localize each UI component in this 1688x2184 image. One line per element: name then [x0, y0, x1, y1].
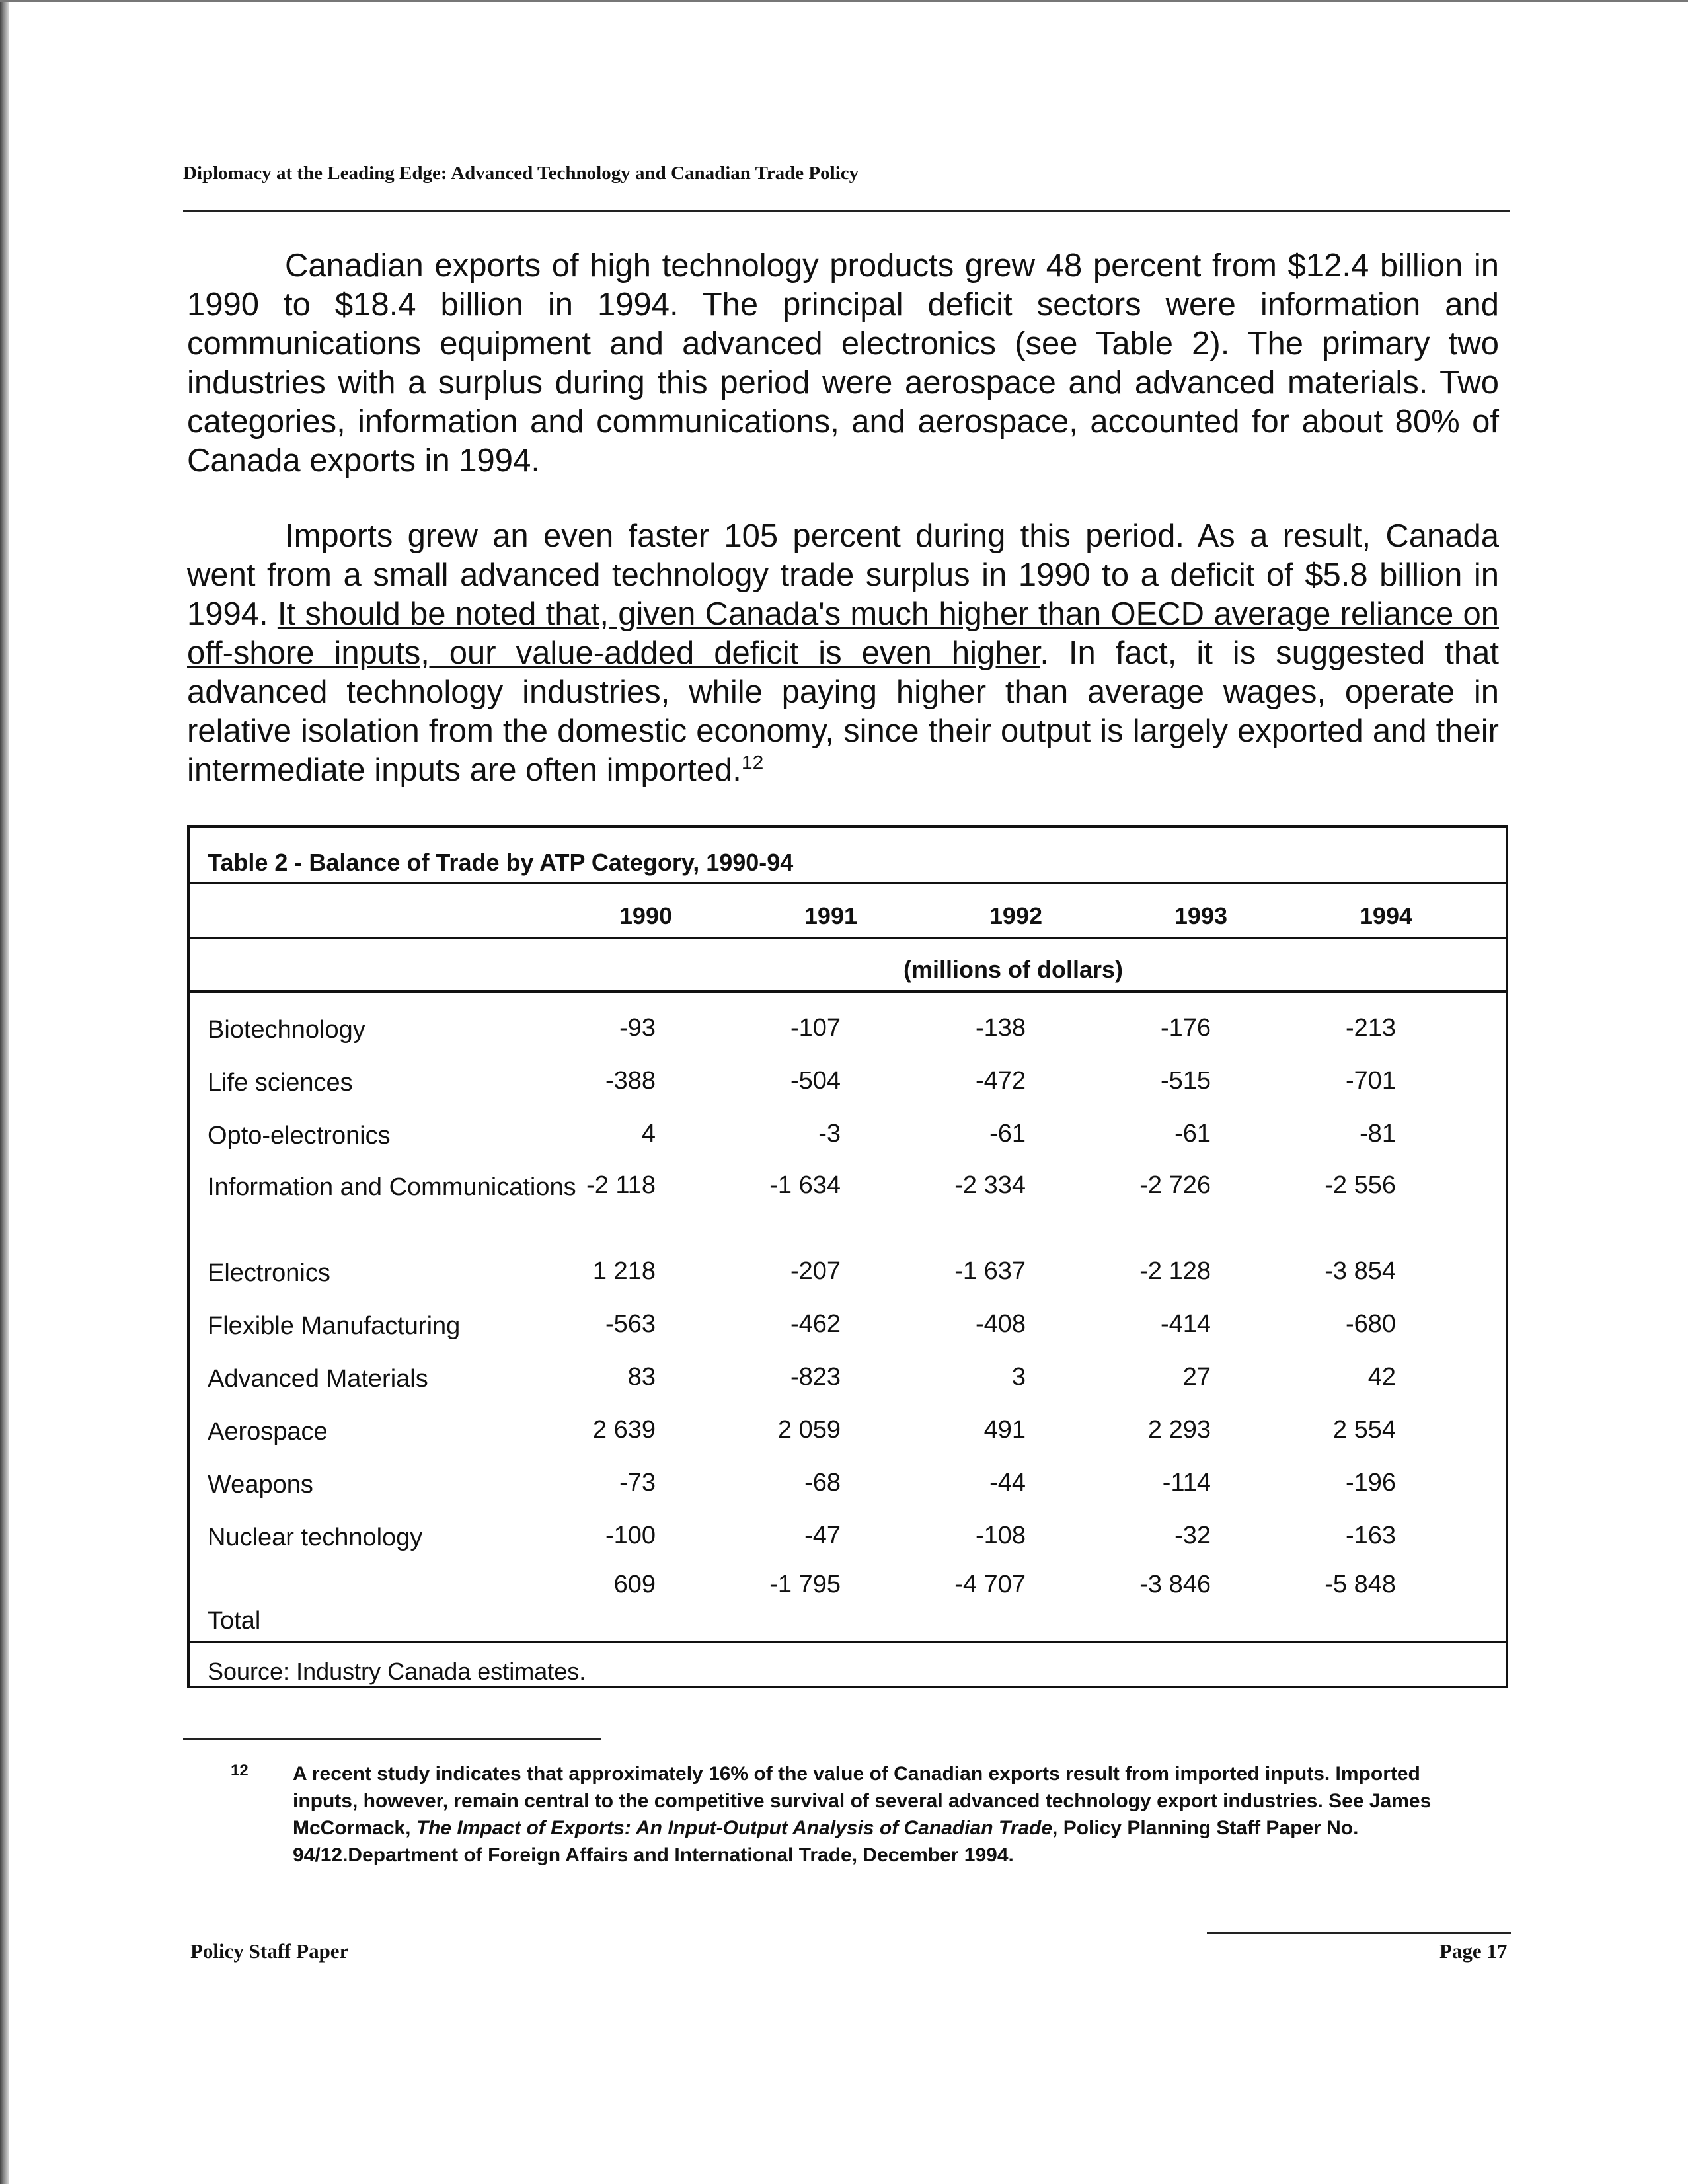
table-cell: 2 554	[1332, 1416, 1396, 1444]
table-cell: -68	[804, 1469, 841, 1497]
total-cell: -4 707	[954, 1571, 1026, 1598]
table-cell: -414	[1160, 1310, 1211, 1338]
table-cell: -2 556	[1324, 1171, 1396, 1199]
table-cell: -107	[790, 1014, 841, 1042]
top-rule	[0, 0, 1688, 2]
table-cell: -163	[1345, 1522, 1396, 1549]
footnote-reference: 12	[741, 752, 764, 774]
row-label: Biotechnology	[208, 1016, 365, 1044]
year-header: 1994	[1359, 902, 1412, 929]
table-source: Source: Industry Canada estimates.	[208, 1658, 586, 1685]
table-cell: 3	[1011, 1363, 1026, 1391]
total-cell: 609	[613, 1571, 656, 1598]
paragraph-exports	[187, 247, 1499, 481]
table-cell: -408	[975, 1310, 1026, 1338]
units-label: (millions of dollars)	[903, 956, 1124, 983]
footnote-cited-title: The Impact of Exports: An Input-Output Analysis of Canadian Trade	[416, 1817, 1053, 1839]
row-label: Electronics	[208, 1259, 330, 1287]
table-cell: 2 639	[592, 1416, 656, 1444]
table-cell: -100	[605, 1522, 656, 1549]
imports-text-start: Imports grew an even faster 105 percent during this period. As a result, Canada went from a small advanced technology trade surplus in 1990 to a deficit of $5.8 billion in 1994.	[187, 518, 1499, 632]
table-cell: -114	[1162, 1469, 1211, 1497]
table-cell: -701	[1345, 1067, 1396, 1095]
table-cell: -81	[1360, 1120, 1396, 1148]
table-cell: -2 118	[586, 1171, 656, 1199]
paragraph-imports-text	[187, 517, 1499, 790]
row-label: Opto-electronics	[208, 1122, 391, 1150]
table-cell: -73	[619, 1469, 656, 1497]
row-label: Aerospace	[208, 1418, 328, 1446]
year-header: 1993	[1174, 902, 1227, 929]
table-cell: -2 726	[1139, 1171, 1211, 1199]
table-cell: 2 293	[1147, 1416, 1211, 1444]
table-cell: -3	[818, 1120, 841, 1148]
table-rule	[190, 882, 1506, 884]
table-cell: -680	[1345, 1310, 1396, 1338]
table-cell: -1 634	[769, 1171, 841, 1199]
footer-publication: Policy Staff Paper	[190, 1939, 349, 1963]
year-header: 1991	[804, 902, 857, 929]
table-cell: -2 334	[954, 1171, 1026, 1199]
table-rule	[190, 1641, 1506, 1643]
table-cell: 491	[983, 1416, 1026, 1444]
table-cell: -44	[989, 1469, 1026, 1497]
table-cell: -462	[790, 1310, 841, 1338]
scan-edge	[0, 0, 9, 2184]
table-cell: -823	[790, 1363, 841, 1391]
table-cell: 42	[1367, 1363, 1396, 1391]
footnote-rule	[183, 1738, 601, 1740]
footnote-text-end: , Policy Planning Staff Paper No. 94/12.Department of Foreign Affairs and International Trade, December 1994.	[293, 1817, 1359, 1866]
table-cell: -207	[790, 1257, 841, 1285]
paragraph-exports-text: Canadian exports of high technology products grew 48 percent from $12.4 billion in 1990 to $18.4 billion in 1994. The principal deficit sectors were information and communications equipment and advanced electronics (see Table 2). The primary two industries with a surplus during this period were aerospace and advanced materials. Two categories, information and communications, and aerospace, accounted for about 80% of Canada exports in 1994.	[187, 248, 1499, 479]
row-label: Weapons	[208, 1471, 313, 1499]
total-cell: -1 795	[769, 1571, 841, 1598]
table-rule	[190, 937, 1506, 939]
imports-text-end: . In fact, it is suggested that advanced technology industries, while paying higher than average wages, operate in relative isolation from the domestic economy, since their output is largely exported and their intermediate inputs are often imported.	[187, 635, 1499, 788]
table-cell: -47	[804, 1522, 841, 1549]
row-label: Flexible Manufacturing	[208, 1312, 461, 1340]
page-number: Page 17	[1439, 1939, 1508, 1963]
table-cell: -138	[975, 1014, 1026, 1042]
table-cell: 27	[1182, 1363, 1211, 1391]
table-cell: -61	[989, 1120, 1026, 1148]
table-cell: -176	[1160, 1014, 1211, 1042]
total-cell: -5 848	[1324, 1571, 1396, 1598]
header-rule	[183, 210, 1510, 212]
table-cell: -388	[605, 1067, 656, 1095]
row-label: Nuclear technology	[208, 1524, 423, 1551]
table-cell: 4	[641, 1120, 656, 1148]
table-cell: -108	[975, 1522, 1026, 1549]
footnote-text	[293, 1760, 1482, 1869]
table-rule	[190, 990, 1506, 993]
imports-underlined-text: It should be noted that, given Canada's much higher than OECD average reliance on off-shore inputs, our value-added deficit is even higher	[187, 596, 1499, 671]
running-header: Diplomacy at the Leading Edge: Advanced Technology and Canadian Trade Policy	[183, 163, 859, 184]
table-cell: -472	[975, 1067, 1026, 1095]
row-label: Information and Communications	[208, 1173, 576, 1201]
table-cell: -2 128	[1139, 1257, 1211, 1285]
table-cell: -196	[1345, 1469, 1396, 1497]
table-cell: -563	[605, 1310, 656, 1338]
footnote-mark: 12	[231, 1762, 249, 1779]
table-cell: -213	[1345, 1014, 1396, 1042]
paragraph-imports	[187, 517, 1499, 790]
table-cell: 83	[627, 1363, 656, 1391]
row-label: Advanced Materials	[208, 1365, 428, 1393]
table-cell: -3 854	[1324, 1257, 1396, 1285]
footnote-text-start: A recent study indicates that approximately 16% of the value of Canadian exports result from imported inputs. Imported inputs, however, remain central to the competitive survival of several advanced technology export industries. See James McCormack,	[293, 1763, 1432, 1839]
table-cell: -504	[790, 1067, 841, 1095]
year-header: 1992	[989, 902, 1042, 929]
table-cell: -515	[1160, 1067, 1211, 1095]
table-cell: 1 218	[592, 1257, 656, 1285]
table-cell: -93	[619, 1014, 656, 1042]
table-cell: 2 059	[777, 1416, 841, 1444]
year-header: 1990	[619, 902, 672, 929]
footer-rule	[1207, 1932, 1511, 1934]
table-cell: -61	[1174, 1120, 1211, 1148]
table-caption: Table 2 - Balance of Trade by ATP Category, 1990-94	[208, 849, 794, 876]
total-label: Total	[208, 1607, 261, 1635]
trade-balance-table	[187, 825, 1508, 1688]
row-label: Life sciences	[208, 1069, 353, 1097]
table-cell: -32	[1174, 1522, 1211, 1549]
table-cell: -1 637	[954, 1257, 1026, 1285]
total-cell: -3 846	[1139, 1571, 1211, 1598]
